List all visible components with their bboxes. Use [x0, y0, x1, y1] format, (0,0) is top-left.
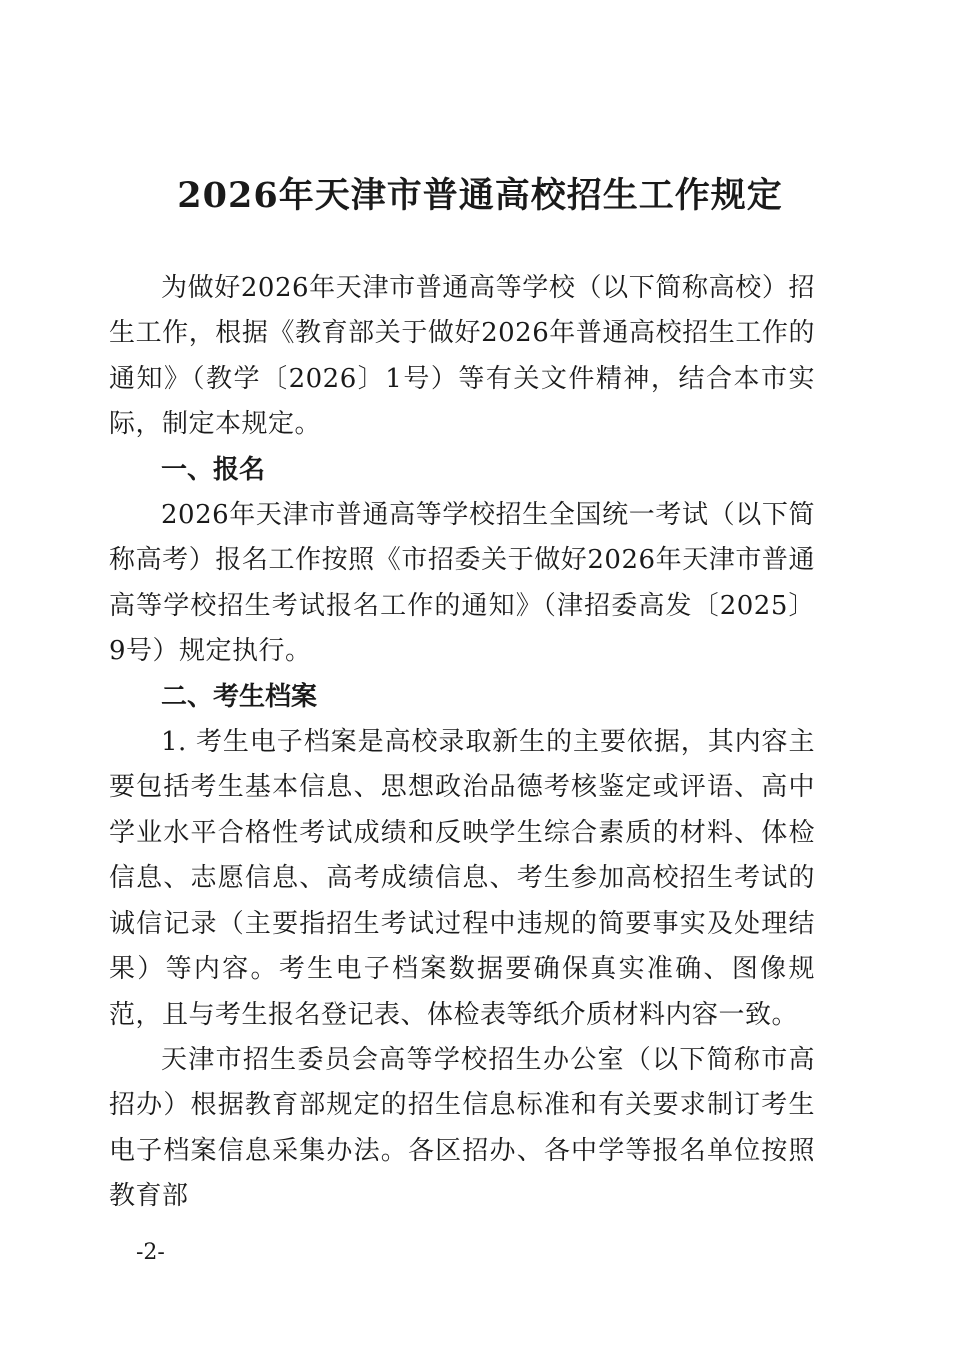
document-body	[109, 266, 815, 1220]
page-number: -2-	[136, 1240, 165, 1265]
document-title: 2026年天津市普通高校招生工作规定	[177, 175, 783, 216]
student-records-paragraph-2: 天津市招生委员会高等学校招生办公室（以下简称市高招办）根据教育部规定的招生信息标准和有关要求制订考生电子档案信息采集办法。各区招办、各中学等报名单位按照教育部	[109, 1044, 815, 1212]
section-heading-student-records: 二、考生档案	[161, 681, 318, 712]
student-records-paragraph-1: 1. 考生电子档案是高校录取新生的主要依据，其内容主要包括考生基本信息、思想政治品德考核鉴定或评语、高中学业水平合格性考试成绩和反映学生综合素质的材料、体检信息、志愿信息、高考成绩信息、考生参加高校招生考试的诚信记录（主要指招生考试过程中违规的简要事实及处理结果）等内容。考生电子档案数据要确保真实准确、图像规范，且与考生报名登记表、体检表等纸介质材料内容一致。	[109, 727, 815, 1030]
intro-paragraph: 为做好2026年天津市普通高等学校（以下简称高校）招生工作，根据《教育部关于做好2026年普通高校招生工作的通知》（教学〔2026〕1号）等有关文件精神，结合本市实际，制定本规定。	[109, 273, 815, 440]
registration-paragraph: 2026年天津市普通高等学校招生全国统一考试（以下简称高考）报名工作按照《市招委关于做好2026年天津市普通高等学校招生考试报名工作的通知》（津招委高发〔2025〕9号）规定执行。	[109, 500, 815, 667]
section-heading-registration: 一、报名	[161, 454, 266, 485]
